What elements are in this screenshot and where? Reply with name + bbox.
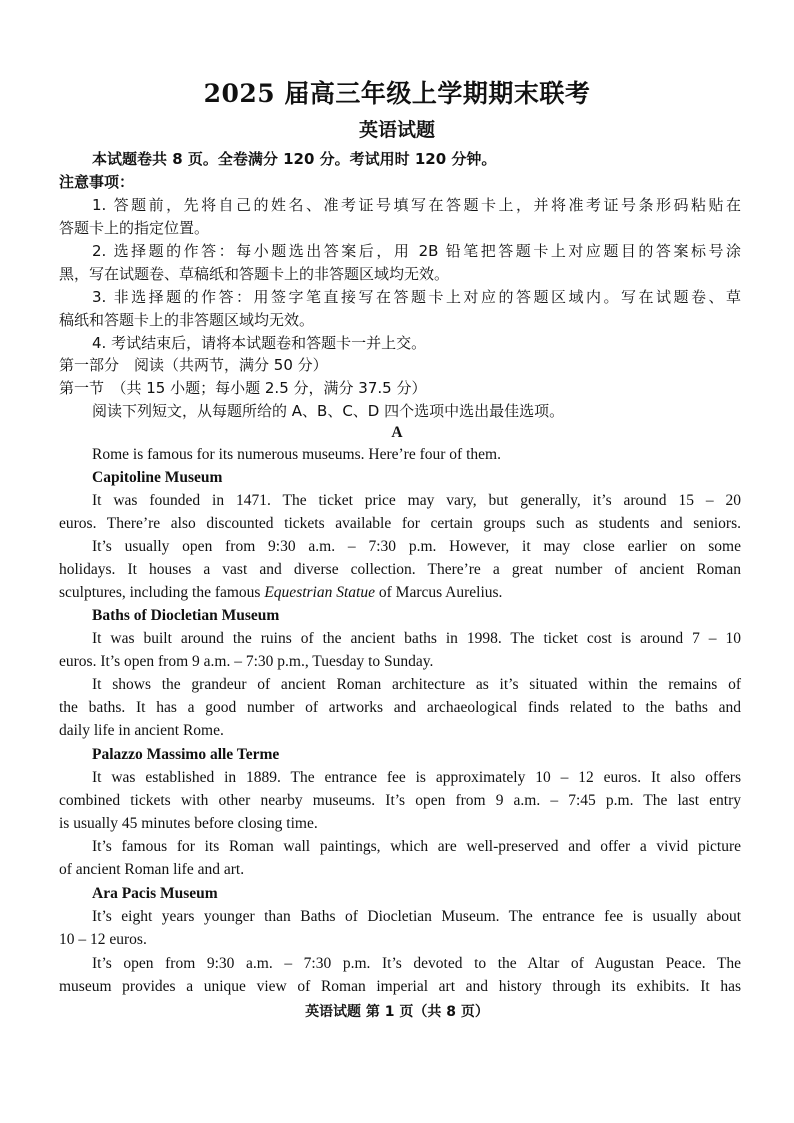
notice-line: 稿纸和答题卡上的非答题区域均无效。 — [59, 311, 315, 329]
passage-line: of ancient Roman life and art. — [59, 861, 245, 878]
part-heading: 第一部分 阅读（共两节，满分 50 分） — [59, 356, 328, 374]
section-instruction: 阅读下列短文，从每题所给的 A、B、C、D 四个选项中选出最佳选项。 — [92, 402, 565, 420]
museum-heading: Baths of Diocletian Museum — [92, 607, 280, 624]
passage-label: A — [391, 424, 403, 441]
passage-line: It was established in 1889. The entrance fee is approximately 10 – 12 euros. It also offers — [92, 769, 741, 786]
notice-heading: 注意事项： — [59, 173, 135, 191]
passage-line: euros. It’s open from 9 a.m. – 7:30 p.m., Tuesday to Sunday. — [59, 653, 434, 670]
passage-line: It was built around the ruins of the ancient baths in 1998. The ticket cost is around 7 – 10 — [92, 630, 741, 647]
passage-line: It’s famous for its Roman wall paintings, which are well-preserved and offer a vivid picture — [92, 838, 741, 855]
passage-line: holidays. It houses a vast and diverse collection. There’re a great number of ancient Roman — [59, 561, 741, 578]
museum-heading: Palazzo Massimo alle Terme — [92, 746, 280, 763]
passage-line: is usually 45 minutes before closing time. — [59, 815, 318, 832]
passage-line: museum provides a unique view of Roman imperial art and history through its exhibits. It has — [59, 978, 741, 995]
museum-heading: Ara Pacis Museum — [92, 885, 218, 902]
passage-line: sculptures, including the famous Equestrian Statue of Marcus Aurelius. — [59, 584, 503, 601]
notice-line: 黑，写在试题卷、草稿纸和答题卡上的非答题区域均无效。 — [59, 265, 450, 283]
exam-title: 2025 届高三年级上学期期末联考 — [203, 79, 591, 108]
notice-line: 1. 答题前，先将自己的姓名、准考证号填写在答题卡上，并将准考证号条形码粘贴在 — [92, 196, 741, 214]
passage-line: It shows the grandeur of ancient Roman architecture as it’s situated within the remains of — [92, 676, 741, 693]
passage-line: It’s eight years younger than Baths of Diocletian Museum. The entrance fee is usually about — [92, 908, 741, 925]
notice-line: 2. 选择题的作答：每小题选出答案后，用 2B 铅笔把答题卡上对应题目的答案标号涂 — [92, 242, 741, 260]
passage-intro: Rome is famous for its numerous museums. Here’re four of them. — [92, 446, 501, 463]
page-footer: 英语试题 第 1 页（共 8 页） — [305, 1004, 489, 1020]
passage-line: euros. There’re also discounted tickets available for certain groups such as students and seniors. — [59, 515, 741, 532]
passage-line: the baths. It has a good number of artworks and archaeological finds related to the baths and — [59, 699, 741, 716]
passage-line: It was founded in 1471. The ticket price may vary, but generally, it’s around 15 – 20 — [92, 492, 741, 509]
notice-line: 4. 考试结束后，请将本试题卷和答题卡一并上交。 — [92, 334, 427, 352]
artwork-title: Equestrian Statue — [264, 584, 375, 601]
passage-line: daily life in ancient Rome. — [59, 722, 224, 739]
passage-line: combined tickets with other nearby museums. It’s open from 9 a.m. – 7:45 p.m. The last entry — [59, 792, 741, 809]
exam-info: 本试题卷共 8 页。全卷满分 120 分。考试用时 120 分钟。 — [92, 150, 497, 168]
exam-subtitle: 英语试题 — [358, 119, 435, 141]
passage-line: It’s open from 9:30 a.m. – 7:30 p.m. It’s devoted to the Altar of Augustan Peace. The — [92, 955, 741, 972]
notice-line: 3. 非选择题的作答：用签字笔直接写在答题卡上对应的答题区域内。写在试题卷、草 — [92, 288, 741, 306]
passage-line: It’s usually open from 9:30 a.m. – 7:30 p.m. However, it may close earlier on some — [92, 538, 741, 555]
notice-line: 答题卡上的指定位置。 — [59, 219, 210, 237]
passage-line: 10 – 12 euros. — [59, 931, 147, 948]
section-heading: 第一节 （共 15 小题；每小题 2.5 分，满分 37.5 分） — [59, 379, 427, 397]
museum-heading: Capitoline Museum — [92, 469, 223, 486]
